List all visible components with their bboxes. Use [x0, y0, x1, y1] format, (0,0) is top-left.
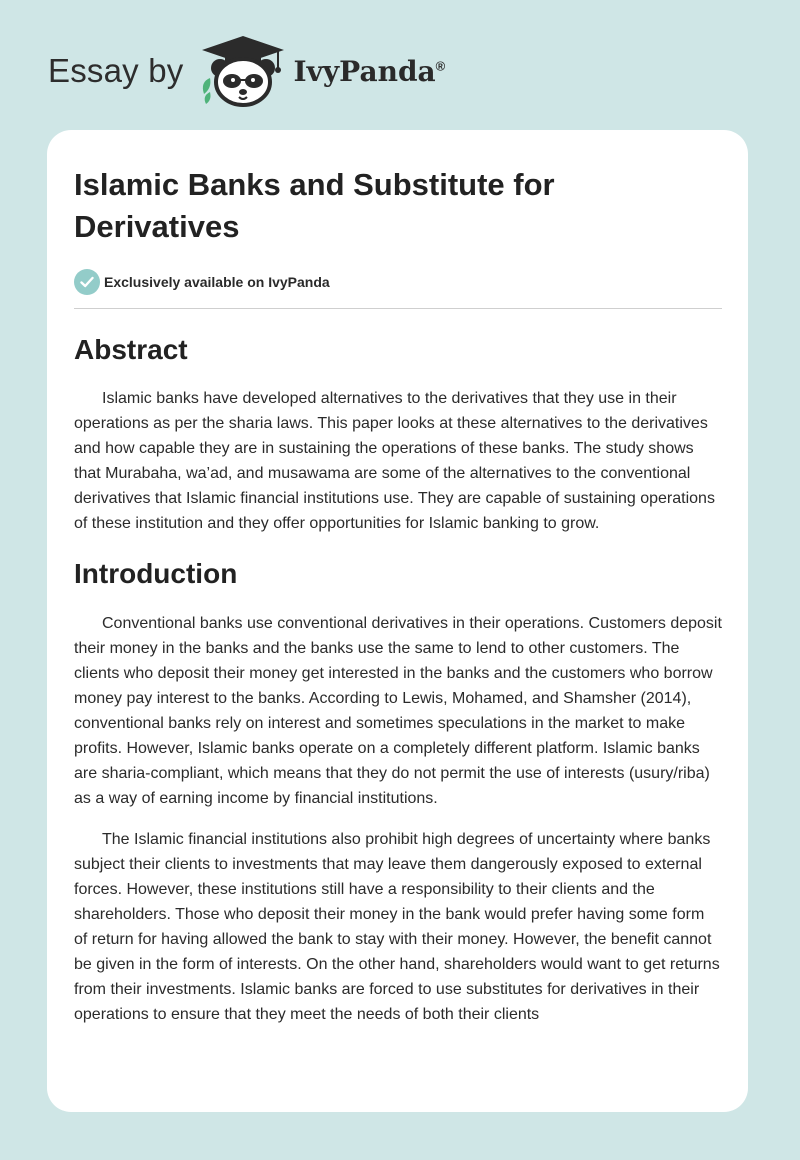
title-divider [74, 308, 722, 309]
abstract-heading: Abstract [74, 334, 188, 365]
introduction-paragraph-2: The Islamic financial institutions also prohibit high degrees of uncertainty where banks subject their clients to investments that may leave them dangerously exposed to external forces. However, these institutions still have a responsibility to their clients and the shareholders. Those who deposit their money in the bank would prefer having some form of return for having allowed the bank to stay with their money. However, the benefit cannot be given in the form of interests. On the other hand, shareholders would want to get returns from their investments. Islamic banks are forced to use substitutes for derivatives in their operations to ensure that they meet the needs of both their clients [74, 831, 720, 1023]
introduction-heading: Introduction [74, 558, 238, 589]
introduction-section [74, 557, 722, 1027]
essay-by-label: Essay by [48, 52, 184, 89]
abstract-paragraph: Islamic banks have developed alternatives to the derivatives that they use in their operations as per the sharia laws. This paper looks at these alternatives to the derivatives and how capable they are in sustaining the operations of these banks. The study shows that Murabaha, wa’ad, and musawama are some of the alternatives to the conventional derivatives that Islamic financial institutions use. They are capable of sustaining operations of these institution and they offer opportunities for Islamic banking to grow. [74, 390, 715, 532]
introduction-paragraph-1: Conventional banks use conventional derivatives in their operations. Customers deposit their money in the banks and the banks use the same to lend to other customers. The clients who deposit their money get interested in the banks and the customers who borrow money pay interest to the banks. According to Lewis, Mohamed, and Shamsher (2014), conventional banks rely on interest and sometimes speculations in the market to make profits. However, Islamic banks operate on a completely different platform. Islamic banks are sharia-compliant, which means that they do not permit the use of interests (usury/riba) as a way of earning income by financial institutions. [74, 615, 722, 807]
essay-card [47, 130, 748, 1112]
panda-logo-icon [198, 34, 288, 108]
registered-mark: ® [435, 58, 446, 74]
check-circle-icon [74, 269, 100, 295]
essay-title: Islamic Banks and Substitute for Derivatives [74, 167, 555, 244]
brand-name [294, 55, 446, 88]
site-header [48, 34, 445, 108]
exclusive-badge [74, 268, 722, 296]
abstract-section [74, 333, 722, 536]
exclusive-badge-label: Exclusively available on IvyPanda [104, 274, 330, 290]
brand-name-text: IvyPanda [293, 54, 436, 88]
